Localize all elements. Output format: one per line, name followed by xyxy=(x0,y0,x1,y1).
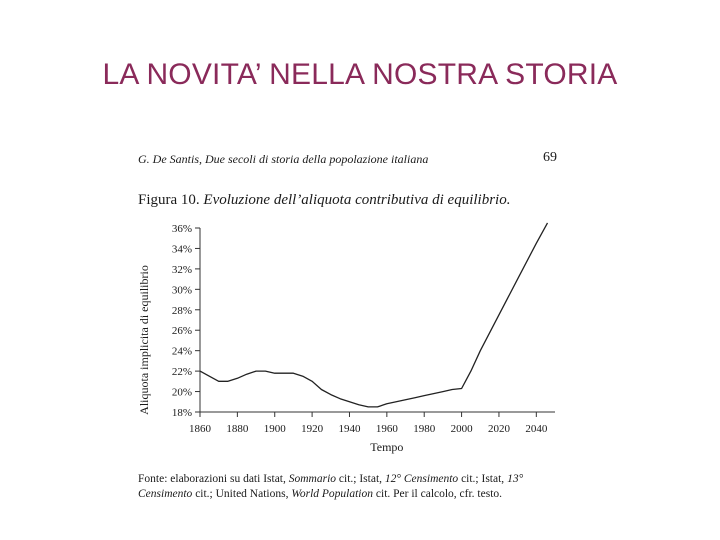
source-note-part: World Population xyxy=(291,488,374,500)
x-axis-label: Tempo xyxy=(370,440,404,454)
figure-title: Evoluzione dell’aliquota contributiva di equilibrio. xyxy=(203,192,511,208)
y-tick-label: 32% xyxy=(171,263,192,276)
y-tick-label: 24% xyxy=(171,345,192,358)
source-note-part: cit.; Istat, xyxy=(336,473,385,485)
source-note-part: Sommario xyxy=(288,473,337,485)
x-tick-label: 1880 xyxy=(226,423,249,435)
x-tick-label: 2020 xyxy=(487,423,510,435)
x-tick-label: 1920 xyxy=(301,423,324,435)
y-tick-label: 28% xyxy=(171,304,192,317)
chart-axes xyxy=(200,228,555,412)
chart-series xyxy=(200,223,548,407)
page-number: 69 xyxy=(543,150,557,165)
y-tick-label: 36% xyxy=(171,223,192,235)
x-tick-label: 1900 xyxy=(263,423,286,435)
x-tick-label: 1860 xyxy=(189,423,211,435)
y-axis-ticks xyxy=(172,223,200,419)
source-note-part: cit. Per il calcolo, cfr. testo. xyxy=(373,488,503,500)
y-tick-label: 26% xyxy=(171,325,192,338)
source-note-part: Fonte: elaborazioni su dati Istat, xyxy=(138,473,289,485)
y-tick-label: 20% xyxy=(171,386,192,399)
x-tick-label: 2000 xyxy=(450,423,473,435)
source-note-part: cit.; United Nations, xyxy=(192,488,292,500)
book-page-header: G. De Santis, Due secoli di storia della popolazione italiana xyxy=(138,152,429,166)
source-note-part: 13° Censimento xyxy=(138,473,524,500)
y-tick-label: 34% xyxy=(171,243,192,256)
x-axis-ticks xyxy=(189,412,548,435)
y-axis-label: Aliquota implicita di equilibrio xyxy=(137,265,151,415)
source-note-part: cit.; Istat, xyxy=(458,473,508,485)
x-tick-label: 1940 xyxy=(338,423,361,435)
source-note-part: 12° Censimento xyxy=(384,473,459,485)
figure-label: Figura 10. xyxy=(138,192,200,208)
x-tick-label: 1960 xyxy=(375,423,398,435)
x-tick-label: 2040 xyxy=(525,423,548,435)
series-line xyxy=(200,223,548,407)
y-tick-label: 18% xyxy=(171,407,192,419)
slide-title: LA NOVITA’ NELLA NOSTRA STORIA xyxy=(102,58,618,91)
y-tick-label: 22% xyxy=(171,366,192,379)
y-tick-label: 30% xyxy=(171,284,192,297)
source-note xyxy=(138,472,578,502)
x-tick-label: 1980 xyxy=(413,423,436,435)
